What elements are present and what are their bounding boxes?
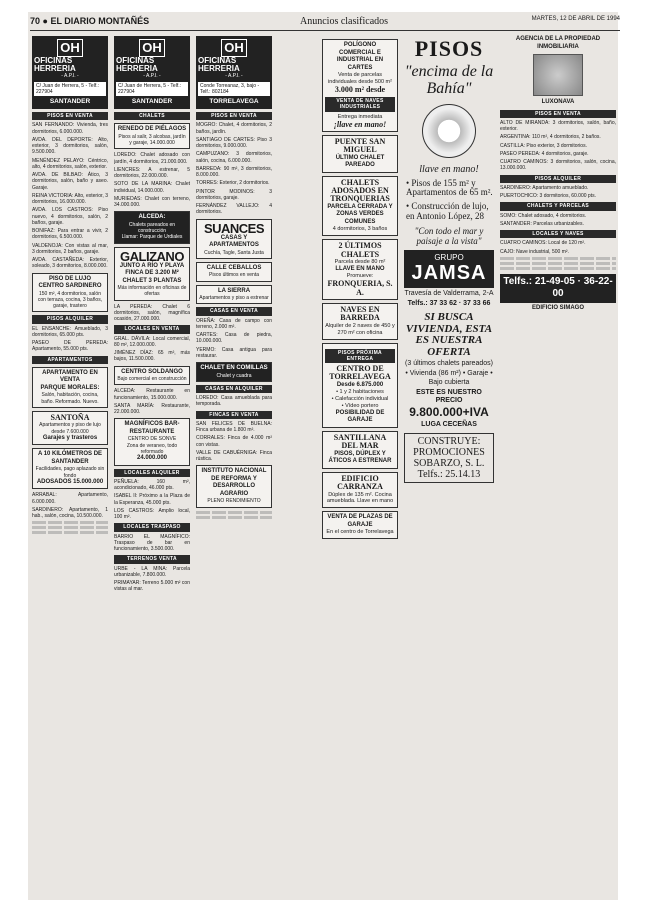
ad-company: FRONQUERIA, S. A. [327,279,393,297]
ad-title: CENTRO SOLDANGO [121,368,183,375]
builder-info: CONSTRUYE: PROMOCIONES SOBARZO, S. L. Telfs.: 25.14.13 [404,433,494,483]
classified-ad: PRIMAYAR: Terreno 5.000 m² con vistas al mar. [114,580,190,593]
section-heading: PISOS ALQUILER [32,315,108,323]
section-heading: FINCAS EN VENTA [196,411,272,419]
ad-list [114,566,190,593]
ad-list [114,479,190,521]
ad-title: VENTA DE PLAZAS DE GARAJE [327,514,393,528]
classified-ad: URBE - LA MINA: Parcela urbanizable, 7.800.000. [114,565,190,578]
ad-list [196,122,272,215]
logo-name: OFICINAS HERRERIA [116,56,158,74]
section-heading: CHALETS [114,112,190,120]
ad-slogan: llave en mano! [419,163,479,175]
ad-price: 9.800.000+IVA [409,404,489,419]
logo-mark: OH [139,39,165,57]
classified-ad: MOGRO: Chalet, 4 dormitorios, 2 baños, jardín. [196,122,272,135]
ad-title: CENTRO DE TORRELAVEGA [329,364,391,382]
logo-name: OFICINAS HERRERIA [34,56,76,74]
classified-ad: ARGENTINA: 110 m², 4 dormitorios, 2 baños. [500,134,601,141]
ad-list [500,185,616,200]
ad-text: Venta de parcelas individuales desde 500 m² [328,72,392,85]
ad-title: RENEDO DE PIÉLAGOS [117,126,187,133]
agency-address: EDIFICIO SIMAGO [531,304,584,311]
classified-ad: PEÑUELA: 160 m², acondicionado, 46.000 pts. [114,478,190,492]
classified-ad: PASEO DE PEREDA: Apartamento, 55.000 pts. [32,340,108,353]
ad-title: SANTILLANA DEL MAR [333,432,387,451]
ad-box [322,431,398,469]
logo-mark: OH [221,39,247,57]
text-filler [32,531,108,534]
ad-headline: SI BUSCA VIVIENDA, ESTA ES NUESTRA OFERTA [405,311,493,358]
ad-box [322,511,398,539]
ad-text: CENTRO DE SONVE [127,436,177,443]
section-heading: CHALETS Y PARCELAS [500,202,616,210]
section-heading: PISOS PRÓXIMA ENTREGA [325,349,395,364]
classified-ad: AVDA. CASTAÑEDA: Exterior, soleado, 3 dormitorios, 8.000.000. [32,257,108,270]
logo-address: C/ Juan de Herrera, 5 - Telf.: 227904 [34,82,106,97]
ad-box [32,367,108,408]
logo-address: C/ Juan de Herrera, 5 - Telf.: 227904 [116,82,188,97]
ad-list [114,304,190,323]
ad-title: LA SIERRA [217,287,251,294]
classified-ad: BARREDA: 90 m², 3 dormitorios, 8.000.000. [196,165,272,179]
ad-text: En el centro de Torrelavega [326,529,394,536]
oficinas-herreria-logo [114,36,190,109]
ad-box [32,448,108,489]
classified-ad: ARRABAL: Apartamento, 6.000.000. [32,492,108,505]
ad-text: 24.000.000 [136,455,168,462]
ad-box [114,366,190,386]
classified-ad: SOTO DE LA MARINA: Chalet individual, 14.000.000. [114,181,190,194]
classified-ad: OREÑA: Casa de campo con terreno, 2.000 m². [196,317,272,330]
jamsa-address: Travesía de Valderrama, 2-A [404,290,494,298]
ad-title: NAVES EN BARREDA [340,305,380,323]
classified-ad: AVDA. DEL DEPORTE: Alto, exterior, 3 dormitorios, salón, 9.500.000. [32,136,108,156]
classified-ad: AVDA. DE BILBAO: Ático, 3 dormitorios, salón, baño y aseo. Garaje. [32,172,108,191]
ad-title: CHALET EN COMILLAS [200,365,268,372]
ad-box [322,472,398,509]
ad-subheadline: "encima de la Bahía" [404,63,494,97]
agency-name: LUXONAVA [541,99,575,105]
logo-city: TORRELAVEGA [209,98,259,105]
feature-list [404,179,494,223]
classified-ad: SANTANDER: Parcelas urbanizables. [500,220,584,227]
ad-list [114,336,190,363]
ad-text: Salón, habitación, cocina, baño. Reformado. Nuevo. [41,392,99,405]
ad-box [322,303,398,340]
text-filler [32,526,108,529]
text-filler [196,511,272,514]
ad-title: A 10 KILÓMETROS DE SANTANDER [37,451,103,465]
ad-title: EDIFICIO CARRANZA [337,473,383,492]
classified-ad: PINTOR MODINOS: 3 dormitorios, garaje. [196,188,272,201]
ad-text: Parcela desde 80 m² [334,259,386,266]
ad-text: Garajes y trasteros [42,434,98,441]
sun-illustration [422,104,476,158]
ad-box [114,247,190,301]
ad-text: ADOSADOS 15.000.000 [36,478,104,485]
classified-ad: CASTILLA: Piso exterior, 3 dormitorios. [500,142,587,149]
text-filler [500,267,616,270]
text-filler [196,516,272,519]
ad-box [32,273,108,313]
logo-group: GRUPO [434,253,464,263]
classified-ad: VALDENOJA: Con vistas al mar, 3 dormitorios, 2 baños, garaje. [32,242,108,255]
page-number: 70 ● EL DIARIO MONTAÑÉS [30,16,150,26]
ad-text: PLENO RENDIMIENTO [207,498,261,505]
ad-text: 150 m², 4 dormitorios, salón con terraza, cocina, 3 baños, garaje, trastero [37,290,103,310]
classified-ad: FERNÁNDEZ VALLEJO: 4 dormitorios. [196,203,272,216]
classified-ad: ALTO DE MIRANDA: 3 dormitorios, salón, baño, exterior. [500,119,616,132]
ad-location: LUGA CECEÑAS [421,420,477,428]
ad-features: • Vivienda (86 m²) • Garaje • Bajo cubierta [405,370,493,386]
ad-list [196,395,272,408]
classified-ad: ALCEDA: Restaurante en funcionamiento, 15.000.000. [114,388,190,401]
ad-list [32,492,108,519]
logo-api: - A.P.I. - [143,73,161,80]
ad-list [196,421,272,463]
agency-title: AGENCIA DE LA PROPIEDAD INMOBILIARIA [515,36,601,50]
ad-feature: • Calefacción individual [331,396,389,403]
ad-text: Apartamentos y piso de lujo desde 7.600.000 [39,422,101,435]
logo-api: - A.P.I. - [225,73,243,80]
ad-price: Desde 6.875.000 [336,381,384,388]
logo-name: JAMSA [411,262,487,285]
section-heading: PISOS ALQUILER [500,175,616,183]
classified-ad: LIENCRES: A estrenar, 5 dormitorios, 22.000.000. [114,166,190,180]
ad-title: SANTOÑA [50,412,90,422]
ad-box [114,418,190,465]
logo-address: Conde Torreanaz, 3, bajo - Telf.: 802184 [198,82,270,97]
ad-text: Dúplex de 135 m². Cocina amueblada. Llave en mano [326,491,394,505]
classified-ad: EL ENSANCHE: Amueblado, 3 dormitorios, 65.000 pts. [32,325,108,338]
ad-title: ESTE ES NUESTRO PRECIO [416,388,482,404]
classified-ad: LA PEREDA: Chalet 6 dormitorios, salón, magnífica ocasión, 27.000.000. [114,303,190,323]
section-heading: LOCALES TRASPASO [114,523,190,531]
section-heading: TERRENOS VENTA [114,555,190,563]
logo-api: - A.P.I. - [61,73,79,80]
classified-ad: LOREDO: Chalet adosado con jardín, 4 dormitorios, 21.000.000. [114,152,190,165]
section-heading: CASAS EN ALQUILER [196,385,272,393]
column-1 [32,36,108,536]
ad-list [196,318,272,360]
text-filler [500,262,616,265]
column-4 [322,36,398,542]
ad-box [114,123,190,149]
section-heading: VENTA DE NAVES INDUSTRIALES [325,97,395,112]
section-heading: APARTAMENTOS [32,356,108,364]
oficinas-herreria-logo [32,36,108,109]
ad-subtitle: PISOS, DÚPLEX Y ÁTICOS A ESTRENAR [328,450,392,465]
section-title: Anuncios clasificados [300,16,389,27]
ad-list [500,213,616,228]
ad-text: Facilidades, pago aplazado sin fondo [35,466,105,479]
ad-subtitle: PARQUE MORALES: [40,384,100,391]
classified-ad: MENÉNDEZ PELAYO: Céntrico, alto, 4 dormitorios, salón, exterior. [32,157,108,170]
classified-ad: CAMPUZANO: 3 dormitorios, salón, cocina, 6.000.000. [196,151,272,164]
section-heading: LOCALES Y NAVES [500,230,616,238]
ad-title: 2 ÚLTIMOS CHALETS [338,241,382,259]
pisos-jamsa-ad [404,36,494,896]
ad-list [114,534,190,553]
ad-box [196,362,272,382]
text-filler [500,257,616,260]
ad-title: SUANCES [203,220,265,236]
ad-list [32,326,108,353]
classified-ad: SAN FERNANDO: Vivienda, tres dormitorios, 6.000.000. [32,122,108,135]
ad-box [322,239,398,300]
ad-text: Más información en oficinas de ofertas [117,285,187,298]
feature-item: • Pisos de 155 m² y Apartamentos de 65 m². [406,177,493,198]
ad-feature: • 1 y 2 habitaciones [336,389,384,396]
ad-box [196,285,272,305]
ad-feature: • Vídeo portero [341,403,379,410]
ad-subtitle: CENTRO SARDINERO [38,283,102,290]
jamsa-logo [404,250,494,288]
classified-ad: BARRIO EL MAGNÍFICO: Traspaso de bar en funcionamiento, 3.500.000. [114,533,190,553]
ad-text: 4 dormitorios, 3 baños [332,226,388,233]
section-heading: PISOS EN VENTA [196,112,272,120]
agency-column [500,36,616,312]
page-header [30,16,620,30]
logo-mark: OH [57,39,83,57]
ad-text: Apartamentos y piso a estrenar [199,295,269,302]
ad-box [322,39,398,132]
ad-title: CALLE CEBALLOS [206,264,262,271]
issue-date: MARTES, 12 DE ABRIL DE 1994 [531,16,620,22]
column-2 [114,36,190,595]
classified-ad: PUERTOCHICO: 3 dormitorios, 60.000 pts. [500,193,596,199]
header-rule [30,30,620,31]
ad-title: GALIZANO [120,248,184,264]
classified-ad: CARTES: Casa de piedra, 10.000.000. [196,332,272,345]
ad-box [196,262,272,282]
ad-list [32,122,108,269]
ad-text: POSIBILIDAD DE GARAJE [335,409,385,424]
ad-text: Cuchía, Tagle, Santa Justa [204,249,264,256]
ad-title: APARTAMENTO EN VENTA [42,369,98,384]
classified-ad: SARDINERO: Apartamento, 1 hab., salón, cocina, 10.500.000. [32,506,108,520]
ad-box [114,211,190,243]
classified-ad: CORRALES: Finca de 4.000 m² con vistas. [196,435,272,448]
agency-phone: Telfs.: 21-49-05 · 36-22-00 [500,274,616,303]
classified-ad: TORRES: Exterior, 2 dormitorios. [196,180,270,187]
section-heading: PISOS EN VENTA [32,112,108,120]
ad-box [322,176,398,237]
jamsa-phone: Telfs.: 37 33 62 · 37 33 66 [407,300,491,308]
logo-name: OFICINAS HERRERIA [198,56,240,74]
logo-city: SANTANDER [49,98,91,105]
ad-title: INSTITUTO NACIONAL DE REFORMA Y DESARROLLO AGRARIO [201,468,267,497]
classified-ad: MURIEDAS: Chalet con terreno, 34.000.000. [114,195,190,209]
ad-title: MAGNÍFICOS BAR-RESTAURANTE [124,421,180,435]
ad-title: POLÍGONO COMERCIAL E INDUSTRIAL EN CARTES [336,42,384,71]
classified-ad: BONIFAZ: Para entrar a vivir, 2 dormitorios, 6.500.000. [32,228,108,241]
ad-subtitle: CASAS Y APARTAMENTOS [209,234,259,249]
ad-list [500,120,616,172]
ad-list [500,240,616,255]
ad-title: PUENTE SAN MIGUEL [334,136,386,155]
ad-list [114,152,190,208]
classified-ad: PASEO PEREDA: 4 dormitorios, garaje. [500,150,589,157]
oficinas-herreria-logo [196,36,272,109]
classified-ad: REINA VICTORIA: Alto, exterior, 3 dormitorios, 16.000.000. [32,192,108,206]
ad-subtitle: PARCELA CERRADA Y ZONAS VERDES COMUNES [327,203,393,225]
classified-ad: CUATRO CAMINOS: Local de 120 m². [500,240,586,247]
section-heading: PISOS EN VENTA [500,110,616,118]
ad-headline: PISOS [414,36,484,61]
ad-box [196,219,272,259]
agency-emblem [533,54,583,96]
ad-subtitle: FINCA DE 3.200 M² [125,270,179,277]
ad-text: Bajo comercial en construcción [117,376,187,383]
ad-text: Alquiler de 2 naves de 450 y 270 m² con oficina [325,322,395,336]
feature-item: • Construcción de lujo, en Antonio López, 28 [406,201,489,222]
ad-slogan: ¡llave en mano! [333,119,387,129]
classified-ad: GRAL. DÁVILA: Local comercial, 80 m², 12.000.000. [114,335,190,348]
ad-box [322,135,398,173]
ad-subheadline: (3 últimos chalets pareados) [405,360,493,368]
ad-text: Pisos al salir, 3 alcobas, jardín y garaje, 14.000.000 [118,133,186,147]
ad-text: Promueve: [346,273,374,280]
classified-ad: ISABEL II: Próximo a la Plaza de la Esperanza, 45.000 pts. [114,493,190,506]
ad-text: Llamar: Parque de Urdiales [121,234,183,241]
ad-price: 3.000 m² desde [334,84,386,94]
ad-subtitle: ÚLTIMO CHALET PAREADO [335,154,385,169]
classified-ad: SOMO: Chalet adosado, 4 dormitorios. [500,212,587,219]
column-3 [196,36,272,521]
ad-title: PISO DE LUJO [48,275,91,282]
section-heading: CASAS EN VENTA [196,307,272,315]
ad-subtitle: JUNTO A RÍO Y PLAYA [119,262,185,269]
ad-subtitle: CHALET 3 PLANTAS [122,277,182,284]
classified-ad: SANTA MARÍA: Restaurante, 22.000.000. [114,402,190,416]
classified-ad: YERMO: Casa antigua para restaurar. [196,346,272,359]
classified-ad: LOREDO: Casa amueblada para temporada. [196,395,272,408]
classified-ad: SARDINERO: Apartamento amueblado. [500,184,589,191]
ad-title: ALCEDA: [138,214,166,221]
ad-quote: "Con todo el mar y paisaje a la vista" [414,226,484,247]
classified-ad: JIMÉNEZ DÍAZ: 65 m², más bajos, 11.500.000. [114,350,190,363]
ad-box [196,465,272,507]
classified-ad: CUATRO CAMINOS: 3 dormitorios, salón, cocina, 13.000.000. [500,159,616,172]
ad-text: Chalets pareados en construcción [128,221,176,235]
classified-ad: SANTIAGO DE CARTES: Piso 3 dormitorios, 9.000.000. [196,136,272,150]
classified-ad: VALLE DE CABUÉRNIGA: Finca rústica. [196,449,272,463]
ad-text: Entrega inmediata [337,113,383,120]
text-filler [32,521,108,524]
ad-box [32,411,108,445]
classified-ad: LOS CASTROS: Amplio local, 100 m². [114,507,190,521]
ad-text: Chalet y cuadra [216,372,252,379]
ad-title: CHALETS ADOSADOS EN TRONQUERIAS [330,177,390,204]
section-heading: LOCALES EN VENTA [114,325,190,333]
ad-list [114,388,190,415]
classified-ad: AVDA. LOS CASTROS: Piso nuevo, 4 dormitorios, salón, 2 baños, garaje. [32,207,108,226]
classified-ad: CAJO: Nave industrial, 500 m². [500,248,569,255]
ad-box [322,343,398,428]
ad-text: Zona de veraneo, todo reformado [126,442,178,455]
logo-city: SANTANDER [131,98,173,105]
ad-subtitle: LLAVE EN MANO [335,265,385,272]
ad-text: Pisos últimos en venta [208,272,260,279]
classified-ad: SAN FELICES DE BUELNA: Finca urbana de 1.800 m². [196,420,272,434]
section-heading: LOCALES ALQUILER [114,469,190,477]
